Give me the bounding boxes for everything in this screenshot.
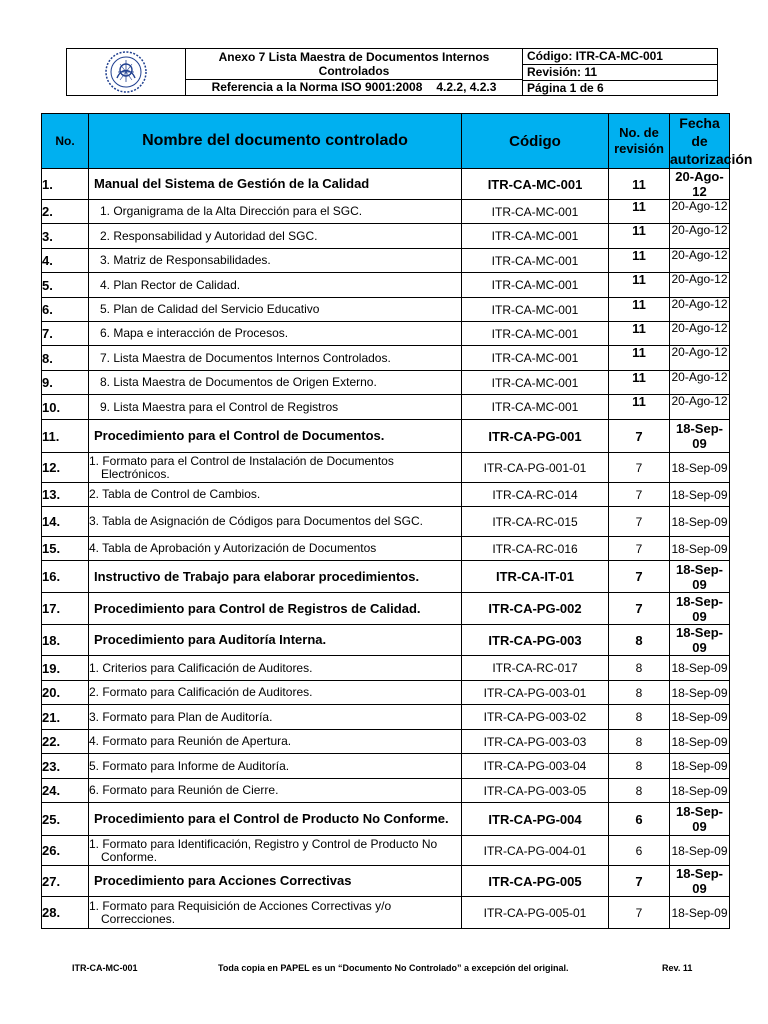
revision-cell: 7 (609, 507, 670, 537)
row-number: 27. (42, 866, 89, 897)
table-row (42, 779, 730, 803)
table-row (42, 803, 730, 836)
revision-cell: 7 (609, 537, 670, 561)
row-number: 13. (42, 483, 89, 507)
date-cell: 18-Sep-09 (670, 754, 730, 779)
column-header-code: Código (462, 114, 609, 169)
document-name: 7. Lista Maestra de Documentos Internos Controlados. (89, 346, 462, 371)
document-name-text: 3. Tabla de Asignación de Códigos para Documentos del SGC. (89, 514, 423, 528)
document-name-text: 1. Formato para Identificación, Registro y Control de Producto No Conforme. (89, 836, 438, 864)
date-cell: 20-Ago-12 (670, 273, 730, 298)
table-row (42, 730, 730, 754)
table-row (42, 656, 730, 681)
table-row (42, 298, 730, 322)
row-number: 16. (42, 561, 89, 593)
document-code-cell: ITR-CA-MC-001 (462, 395, 609, 420)
document-code-cell: ITR-CA-PG-001 (462, 420, 609, 453)
document-name: 3. Formato para Plan de Auditoría. (89, 705, 462, 730)
document-code-cell: ITR-CA-PG-003 (462, 625, 609, 656)
revision-cell: 11 (609, 169, 670, 200)
institute-seal-logo (103, 50, 149, 94)
date-cell: 18-Sep-09 (670, 681, 730, 705)
document-name: 4. Plan Rector de Calidad. (89, 273, 462, 298)
date-cell: 18-Sep-09 (670, 625, 730, 656)
table-row (42, 537, 730, 561)
revision-cell: 6 (609, 836, 670, 866)
table-row (42, 224, 730, 249)
document-code-cell: ITR-CA-MC-001 (462, 273, 609, 298)
document-name: Procedimiento para Acciones Correctivas (89, 866, 462, 897)
row-number: 25. (42, 803, 89, 836)
revision-header-line1: No. de (619, 125, 659, 140)
date-cell: 18-Sep-09 (670, 483, 730, 507)
date-cell: 18-Sep-09 (670, 705, 730, 730)
table-row (42, 483, 730, 507)
revision-cell: 11 (609, 346, 670, 371)
date-cell: 18-Sep-09 (670, 897, 730, 929)
date-cell: 18-Sep-09 (670, 561, 730, 593)
row-number: 20. (42, 681, 89, 705)
revision-cell: 8 (609, 730, 670, 754)
document-name: 5. Plan de Calidad del Servicio Educativo (89, 298, 462, 322)
document-header (66, 48, 718, 96)
row-number: 4. (42, 249, 89, 273)
table-row (42, 169, 730, 200)
revision-cell: 11 (609, 298, 670, 322)
document-code-cell: ITR-CA-MC-001 (462, 298, 609, 322)
table-row (42, 200, 730, 224)
document-code-cell: ITR-CA-PG-001-01 (462, 453, 609, 483)
row-number: 22. (42, 730, 89, 754)
revision-cell: 11 (609, 395, 670, 420)
document-name: 4. Tabla de Aprobación y Autorización de Documentos (89, 537, 462, 561)
table-row (42, 897, 730, 929)
row-number: 8. (42, 346, 89, 371)
document-code-cell: ITR-CA-MC-001 (462, 224, 609, 249)
document-name: 9. Lista Maestra para el Control de Registros (89, 395, 462, 420)
document-code-cell: ITR-CA-RC-015 (462, 507, 609, 537)
document-code: Código: ITR-CA-MC-001 (523, 49, 717, 65)
row-number: 1. (42, 169, 89, 200)
date-cell: 18-Sep-09 (670, 593, 730, 625)
document-name: 5. Formato para Informe de Auditoría. (89, 754, 462, 779)
header-meta-block (523, 49, 717, 95)
row-number: 10. (42, 395, 89, 420)
document-name (89, 453, 462, 483)
row-number: 15. (42, 537, 89, 561)
document-code-cell: ITR-CA-RC-017 (462, 656, 609, 681)
row-number: 26. (42, 836, 89, 866)
table-row (42, 561, 730, 593)
revision-cell: 7 (609, 420, 670, 453)
revision-cell: 7 (609, 483, 670, 507)
revision-cell: 8 (609, 656, 670, 681)
date-cell: 18-Sep-09 (670, 537, 730, 561)
date-cell: 18-Sep-09 (670, 803, 730, 836)
document-code-cell: ITR-CA-PG-003-03 (462, 730, 609, 754)
header-title-block (186, 49, 523, 95)
document-code-cell: ITR-CA-MC-001 (462, 371, 609, 395)
annex-title (186, 49, 522, 80)
date-cell: 18-Sep-09 (670, 453, 730, 483)
table-row (42, 625, 730, 656)
revision-cell: 8 (609, 625, 670, 656)
date-cell: 20-Ago-12 (670, 298, 730, 322)
document-name: 2. Responsabilidad y Autoridad del SGC. (89, 224, 462, 249)
table-row (42, 346, 730, 371)
table-row (42, 866, 730, 897)
document-name (89, 507, 462, 537)
revision-cell: 8 (609, 779, 670, 803)
table-row (42, 273, 730, 298)
revision-cell: 8 (609, 681, 670, 705)
table-row (42, 754, 730, 779)
revision-cell: 8 (609, 754, 670, 779)
table-row (42, 593, 730, 625)
footer-notice: Toda copia en PAPEL es un “Documento No Controlado” a excepción del original. (218, 963, 569, 973)
document-code-cell: ITR-CA-RC-014 (462, 483, 609, 507)
row-number: 5. (42, 273, 89, 298)
date-cell: 18-Sep-09 (670, 420, 730, 453)
table-row (42, 322, 730, 346)
document-code-cell: ITR-CA-PG-003-05 (462, 779, 609, 803)
document-name: 1. Organigrama de la Alta Dirección para el SGC. (89, 200, 462, 224)
table-row (42, 453, 730, 483)
date-cell: 18-Sep-09 (670, 730, 730, 754)
document-code-cell: ITR-CA-MC-001 (462, 322, 609, 346)
document-name (89, 836, 462, 866)
column-header-revision (609, 114, 670, 169)
master-list-table (41, 113, 753, 929)
page-indicator: Página 1 de 6 (527, 81, 604, 95)
table-row (42, 395, 730, 420)
column-header-no: No. (42, 114, 89, 169)
date-cell: 18-Sep-09 (670, 507, 730, 537)
row-number: 24. (42, 779, 89, 803)
date-cell: 20-Ago-12 (670, 224, 730, 249)
document-name: Manual del Sistema de Gestión de la Calidad (89, 169, 462, 200)
row-number: 19. (42, 656, 89, 681)
revision-cell: 7 (609, 453, 670, 483)
document-name: 1. Criterios para Calificación de Auditores. (89, 656, 462, 681)
revision-cell: 7 (609, 593, 670, 625)
document-name: Procedimiento para Control de Registros de Calidad. (89, 593, 462, 625)
document-code-cell: ITR-CA-PG-003-04 (462, 754, 609, 779)
date-cell: 20-Ago-12 (670, 395, 730, 420)
date-cell: 20-Ago-12 (670, 169, 730, 200)
document-code-cell: ITR-CA-PG-003-02 (462, 705, 609, 730)
table-row (42, 681, 730, 705)
row-number: 21. (42, 705, 89, 730)
row-number: 11. (42, 420, 89, 453)
revision-cell: 11 (609, 371, 670, 395)
table-row (42, 507, 730, 537)
date-header-line1: Fecha de (679, 115, 720, 149)
row-number: 14. (42, 507, 89, 537)
row-number: 18. (42, 625, 89, 656)
revision-cell: 11 (609, 249, 670, 273)
document-name: 6. Formato para Reunión de Cierre. (89, 779, 462, 803)
document-code-cell: ITR-CA-MC-001 (462, 249, 609, 273)
document-name: 6. Mapa e interacción de Procesos. (89, 322, 462, 346)
document-code-cell: ITR-CA-MC-001 (462, 346, 609, 371)
logo-cell (67, 49, 186, 95)
row-number: 28. (42, 897, 89, 929)
date-cell: 20-Ago-12 (670, 322, 730, 346)
row-number: 3. (42, 224, 89, 249)
reference-label: Referencia a la Norma ISO 9001:2008 (211, 80, 423, 94)
document-code-cell: ITR-CA-PG-004-01 (462, 836, 609, 866)
date-cell: 20-Ago-12 (670, 346, 730, 371)
row-number: 7. (42, 322, 89, 346)
document-name: Procedimiento para el Control de Documentos. (89, 420, 462, 453)
document-name: 2. Tabla de Control de Cambios. (89, 483, 462, 507)
date-cell: 18-Sep-09 (670, 656, 730, 681)
document-code-cell: ITR-CA-PG-002 (462, 593, 609, 625)
row-number: 23. (42, 754, 89, 779)
reference-clauses: 4.2.2, 4.2.3 (436, 80, 497, 94)
document-name: Procedimiento para el Control de Producto No Conforme. (89, 803, 462, 836)
column-header-name: Nombre del documento controlado (89, 114, 462, 169)
annex-title-line1: Anexo 7 Lista Maestra de Documentos Internos (218, 50, 490, 64)
row-number: 17. (42, 593, 89, 625)
document-code-cell: ITR-CA-PG-005-01 (462, 897, 609, 929)
table-row (42, 249, 730, 273)
column-header-date (670, 114, 753, 169)
footer-revision: Rev. 11 (662, 963, 693, 973)
footer-code: ITR-CA-MC-001 (72, 963, 138, 973)
revision-cell: 7 (609, 866, 670, 897)
row-number: 6. (42, 298, 89, 322)
document-code-cell: ITR-CA-PG-005 (462, 866, 609, 897)
document-name (89, 897, 462, 929)
row-number: 2. (42, 200, 89, 224)
date-cell: 18-Sep-09 (670, 779, 730, 803)
document-code-cell: ITR-CA-PG-004 (462, 803, 609, 836)
document-name-text: 1. Formato para el Control de Instalación de Documentos Electrónicos. (89, 453, 394, 481)
date-header-line2: autorización (670, 151, 753, 167)
table-row (42, 836, 730, 866)
document-name: 2. Formato para Calificación de Auditores. (89, 681, 462, 705)
document-name: Procedimiento para Auditoría Interna. (89, 625, 462, 656)
table-row (42, 705, 730, 730)
revision-cell: 11 (609, 273, 670, 298)
revision-cell: 7 (609, 897, 670, 929)
iso-reference (186, 80, 522, 95)
document-revision: Revisión: 11 (523, 65, 717, 81)
table-row (42, 420, 730, 453)
date-cell: 20-Ago-12 (670, 371, 730, 395)
document-code-cell: ITR-CA-PG-003-01 (462, 681, 609, 705)
date-cell: 18-Sep-09 (670, 836, 730, 866)
date-cell: 20-Ago-12 (670, 249, 730, 273)
document-code-cell: ITR-CA-MC-001 (462, 200, 609, 224)
document-code-cell: ITR-CA-IT-01 (462, 561, 609, 593)
row-number: 9. (42, 371, 89, 395)
table-header-row (42, 114, 730, 169)
document-name-text: 1. Formato para Requisición de Acciones Correctivas y/o Correcciones. (89, 898, 392, 926)
document-name: 3. Matriz de Responsabilidades. (89, 249, 462, 273)
document-name: Instructivo de Trabajo para elaborar procedimientos. (89, 561, 462, 593)
row-number: 12. (42, 453, 89, 483)
annex-title-line2: Controlados (318, 64, 390, 78)
revision-cell: 11 (609, 224, 670, 249)
document-name: 8. Lista Maestra de Documentos de Origen Externo. (89, 371, 462, 395)
date-cell: 20-Ago-12 (670, 200, 730, 224)
document-name: 4. Formato para Reunión de Apertura. (89, 730, 462, 754)
date-cell: 18-Sep-09 (670, 866, 730, 897)
revision-cell: 6 (609, 803, 670, 836)
revision-cell: 11 (609, 322, 670, 346)
revision-cell: 11 (609, 200, 670, 224)
revision-cell: 8 (609, 705, 670, 730)
document-code-cell: ITR-CA-MC-001 (462, 169, 609, 200)
document-code-cell: ITR-CA-RC-016 (462, 537, 609, 561)
table-row (42, 371, 730, 395)
revision-header-line2: revisión (614, 141, 664, 156)
revision-cell: 7 (609, 561, 670, 593)
